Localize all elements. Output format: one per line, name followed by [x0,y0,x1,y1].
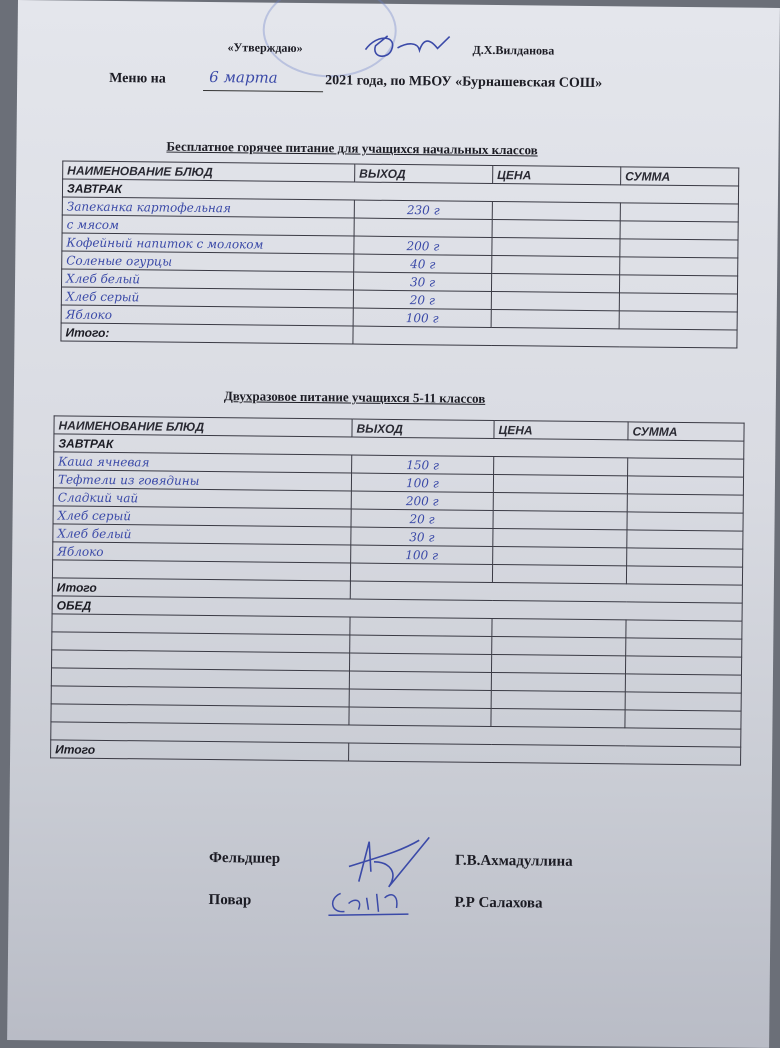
dish-output [354,218,492,237]
dish-output: 30 г [353,272,491,291]
dish-name: Соленые огурцы [62,251,354,272]
dish-name: Каша ячневая [54,452,352,473]
dish-output: 20 г [351,509,493,528]
cook-signature [318,873,429,924]
dish-name: Тефтели из говядины [53,470,351,491]
date-underline [203,90,323,92]
menu-date: 6 марта [209,68,278,87]
menu-sheet [7,0,780,1048]
dish-output: 40 г [354,254,492,273]
menu-suffix: 2021 года, по МБОУ «Бурнашевская СОШ» [325,73,603,92]
dish-name: Хлеб белый [61,269,353,290]
dish-output: 200 г [351,491,493,510]
dish-output: 200 г [354,236,492,255]
dish-output: 150 г [352,455,494,474]
dish-name: с мясом [62,215,354,236]
total-label: Итого: [61,323,353,344]
dish-name: Хлеб серый [53,506,351,527]
dish-output: 100 г [351,545,493,564]
primary-menu-table [60,160,739,348]
column-sum-header: СУММА [621,167,739,186]
cook-name: Р.Р Салахова [454,894,543,912]
secondary-section-title: Двухразовое питание учащихся 5-11 классов [223,388,486,406]
dish-name: Запеканка картофельная [62,197,354,218]
column-output-header: ВЫХОД [352,419,494,438]
dish-output: 100 г [351,473,493,492]
lunch-total-label: Итого [51,740,349,761]
column-output-header: ВЫХОД [355,164,493,183]
approver-name: Д.Х.Вилданова [472,42,555,58]
column-name-header: НАИМЕНОВАНИЕ БЛЮД [54,416,352,437]
medic-name: Г.В.Ахмадуллина [454,852,573,870]
dish-name: Хлеб белый [53,524,351,545]
dish-output: 30 г [351,527,493,546]
column-price-header: ЦЕНА [493,165,621,184]
approve-label: «Утверждаю» [227,40,303,55]
secondary-menu-table [50,415,745,765]
dish-output: 20 г [353,290,491,309]
primary-section-title: Бесплатное горячее питание для учащихся начальных классов [166,138,538,158]
column-price-header: ЦЕНА [494,421,628,440]
menu-prefix: Меню на [109,70,166,87]
dish-name: Сладкий чай [53,488,351,509]
breakfast-label: ЗАВТРАК [54,434,744,459]
dish-name: Яблоко [53,542,351,563]
lunch-label: ОБЕД [52,596,742,621]
breakfast-total-label: Итого [52,578,350,599]
column-sum-header: СУММА [628,422,744,441]
cook-role: Повар [208,892,252,909]
dish-output: 230 г [354,200,492,219]
dish-name: Кофейный напиток с молоком [62,233,354,254]
column-name-header: НАИМЕНОВАНИЕ БЛЮД [63,161,355,182]
dish-name: Яблоко [61,305,353,326]
medic-role: Фельдшер [208,850,281,867]
dish-name: Хлеб серый [61,287,353,308]
director-signature [357,28,457,63]
breakfast-label: ЗАВТРАК [62,179,738,204]
dish-output: 100 г [353,308,491,327]
